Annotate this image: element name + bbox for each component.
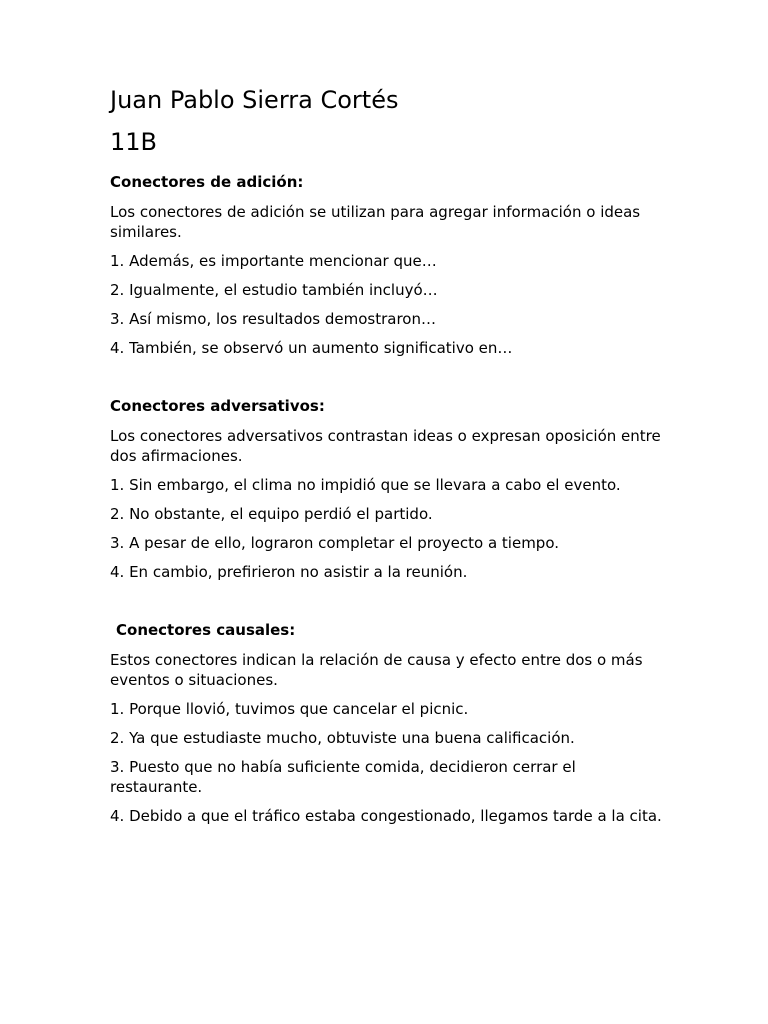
list-item: 2. Igualmente, el estudio también incluyó…	[110, 281, 438, 299]
author-name: Juan Pablo Sierra Cortés	[110, 86, 399, 114]
section-intro: Los conectores adversativos contrastan ideas o expresan oposición entre dos afirmaciones.	[110, 427, 661, 465]
list-item: 1. Sin embargo, el clima no impidió que se llevara a cabo el evento.	[110, 476, 621, 494]
list-item: 2. Ya que estudiaste mucho, obtuviste una buena calificación.	[110, 729, 575, 747]
section-adicion	[110, 172, 670, 358]
section-intro: Estos conectores indican la relación de causa y efecto entre dos o más eventos o situaciones.	[110, 651, 643, 689]
section-heading: Conectores adversativos:	[110, 397, 325, 415]
list-item: 1. Porque llovió, tuvimos que cancelar el picnic.	[110, 700, 469, 718]
document-page	[110, 84, 670, 826]
list-item: 3. Así mismo, los resultados demostraron…	[110, 310, 436, 328]
list-item: 4. También, se observó un aumento significativo en…	[110, 339, 513, 357]
author-grade: 11B	[110, 128, 158, 156]
section-heading: Conectores de adición:	[110, 173, 304, 191]
list-item: 3. A pesar de ello, lograron completar el proyecto a tiempo.	[110, 534, 560, 552]
list-item: 4. Debido a que el tráfico estaba congestionado, llegamos tarde a la cita.	[110, 807, 662, 825]
section-adversativos	[110, 396, 670, 582]
list-item: 4. En cambio, prefirieron no asistir a la reunión.	[110, 563, 468, 581]
list-item: 3. Puesto que no había suficiente comida, decidieron cerrar el restaurante.	[110, 758, 576, 796]
list-item: 1. Además, es importante mencionar que…	[110, 252, 437, 270]
section-intro: Los conectores de adición se utilizan para agregar información o ideas similares.	[110, 203, 641, 241]
section-causales	[110, 620, 670, 826]
section-heading: Conectores causales:	[116, 621, 296, 639]
list-item: 2. No obstante, el equipo perdió el partido.	[110, 505, 433, 523]
